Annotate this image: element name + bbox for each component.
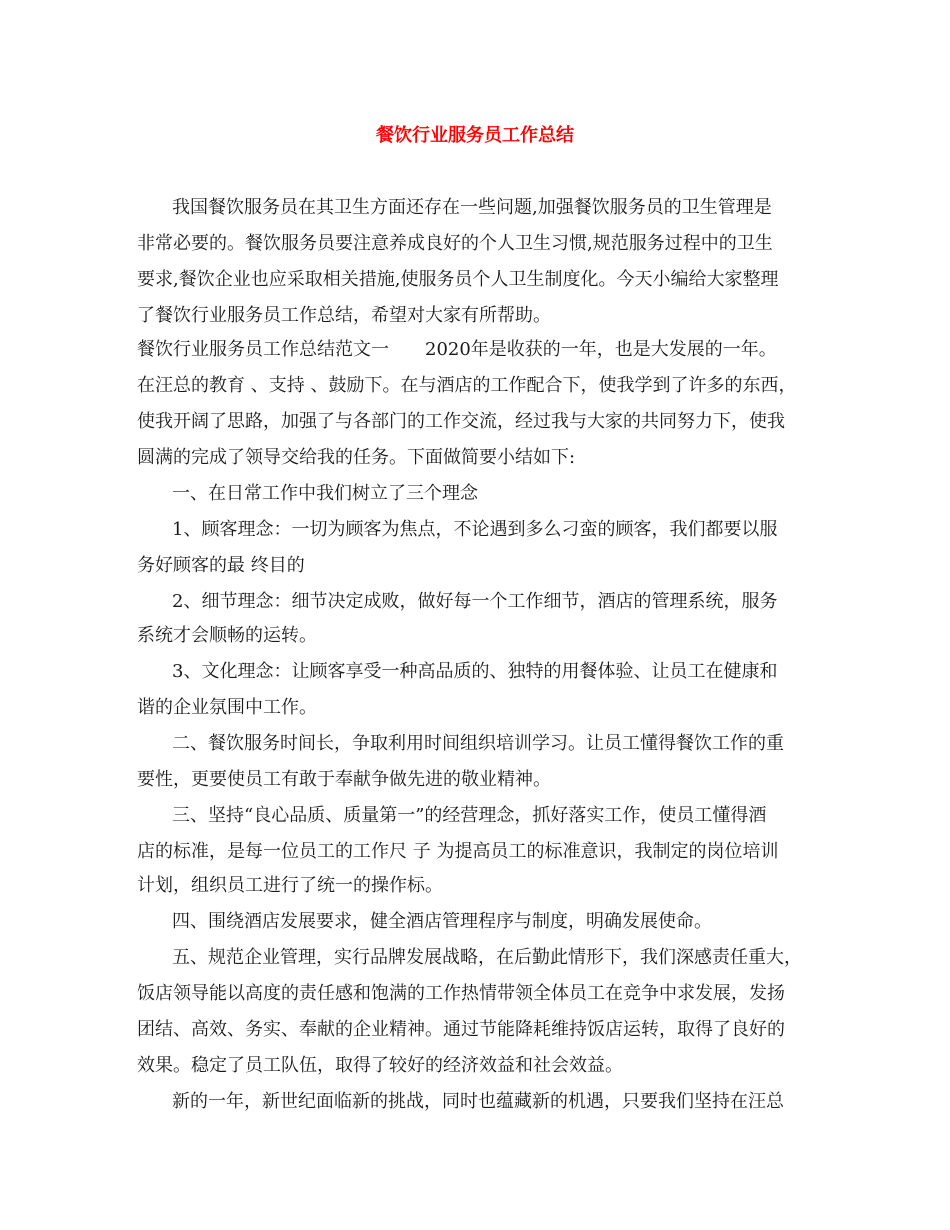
document-title: 餐饮行业服务员工作总结 — [376, 125, 574, 146]
body-line-9: 一、在日常工作中我们树立了三个理念 — [172, 483, 478, 504]
body-line-11: 务好顾客的最 终目的 — [137, 555, 305, 576]
body-line-3: 要求,餐饮企业也应采取相关措施,使服务员个人卫生制度化。今天小编给大家整理 — [137, 269, 779, 290]
body-line-19: 店的标准，是每一位员工的工作尺 子 为提高员工的标准意识，我制定的岗位培训 — [137, 841, 779, 862]
body-line-26: 新的一年，新世纪面临新的挑战，同时也蕴藏新的机遇，只要我们坚持在汪总 — [172, 1091, 784, 1112]
body-line-12: 2、细节理念：细节决定成败，做好每一个工作细节，酒店的管理系统，服务 — [172, 591, 778, 612]
body-line-20: 计划，组织员工进行了统一的操作标。 — [137, 875, 443, 896]
body-line-5: 餐饮行业服务员工作总结范文一 2020年是收获的一年，也是大发展的一年。 — [137, 339, 777, 360]
body-line-23: 饭店领导能以高度的责任感和饱满的工作热情带领全体员工在竞争中求发展，发扬 — [137, 983, 785, 1004]
body-line-22: 五、规范企业管理，实行品牌发展战略，在后勤此情形下，我们深感责任重大， — [172, 947, 802, 968]
body-line-25: 效果。稳定了员工队伍，取得了较好的经济效益和社会效益。 — [137, 1055, 623, 1076]
body-line-2: 非常必要的。餐饮服务员要注意养成良好的个人卫生习惯,规范服务过程中的卫生 — [137, 233, 773, 254]
body-line-1: 我国餐饮服务员在其卫生方面还存在一些问题,加强餐饮服务员的卫生管理是 — [172, 197, 772, 218]
body-line-6: 在汪总的教育 、支持 、鼓励下。在与酒店的工作配合下，使我学到了许多的东西， — [137, 375, 797, 396]
body-line-8: 圆满的完成了领导交给我的任务。下面做简要小结如下: — [137, 447, 576, 468]
body-line-21: 四、围绕酒店发展要求，健全酒店管理程序与制度，明确发展使命。 — [172, 911, 712, 932]
body-line-7: 使我开阔了思路，加强了与各部门的工作交流，经过我与大家的共同努力下，使我 — [137, 411, 785, 432]
body-line-10: 1、顾客理念：一切为顾客为焦点，不论遇到多么刁蛮的顾客，我们都要以服 — [172, 519, 778, 540]
body-line-17: 要性，更要使员工有敢于奉献争做先进的敬业精神。 — [137, 769, 551, 790]
body-line-18: 三、坚持“良心品质、质量第一”的经营理念，抓好落实工作，使员工懂得酒 — [172, 805, 767, 826]
body-line-15: 谐的企业氛围中工作。 — [137, 697, 317, 718]
body-line-14: 3、文化理念：让顾客享受一种高品质的、独特的用餐体验、让员工在健康和 — [172, 661, 778, 682]
body-line-16: 二、餐饮服务时间长，争取利用时间组织培训学习。让员工懂得餐饮工作的重 — [172, 733, 784, 754]
body-line-13: 系统才会顺畅的运转。 — [137, 625, 317, 646]
body-line-4: 了餐饮行业服务员工作总结，希望对大家有所帮助。 — [137, 305, 551, 326]
body-line-24: 团结、高效、务实、奉献的企业精神。通过节能降耗维持饭店运转，取得了良好的 — [137, 1019, 785, 1040]
